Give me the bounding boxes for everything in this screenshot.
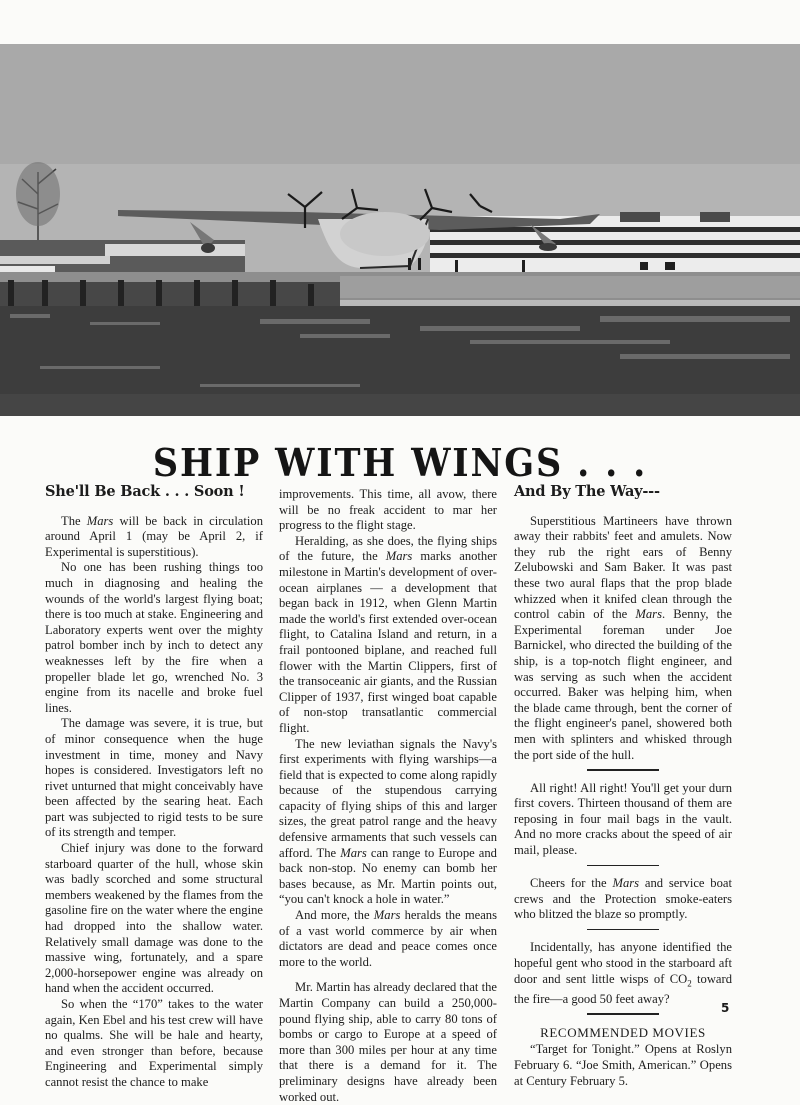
recommended-movies-heading: RECOMMENDED MOVIES	[540, 1024, 706, 1040]
page-number: 5	[721, 1001, 730, 1015]
column-1	[45, 484, 263, 1091]
movies-paragraph: “Target for Tonight.” Opens at Roslyn February 6. “Joe Smith, American.” Opens at Century February 5.	[514, 1042, 732, 1088]
paragraph: Heralding, as she does, the flying ships of the future, the Mars marks another milestone in Martin's development of over-ocean airplanes — a development that began back in 1912, when Glenn Martin made the world's first extended over-ocean flight, to Catalina Island and return, in a frail pontooned biplane, and reached full flower with the Martin Clippers, first of the transoceanic air giants, and the Russian Clipper of 1937, first winged boat capable of non-stop transatlantic commercial flight.	[279, 533, 497, 735]
paragraph: The Mars will be back in circulation around April 1 (may be April 2, if Experimental is superstitious).	[45, 513, 263, 559]
paragraph: All right! All right! You'll get your durn first covers. Thirteen thousand of them are reposing in four mail bags in the vault. And no more cracks about the speed of air mail, please.	[514, 780, 732, 857]
paragraph: The new leviathan signals the Navy's first experiments with flying warships—a field that is expected to come along rapidly because of the stupendous carrying capacity of flying ships of this and larger sizes, the great patrol range and the heavy defensive armaments that such vessels can afford. The Mars can range to Europe and back non-stop. No enemy can bomb her bases because, as Mr. Martin points out, “you can't knock a hole in water.”	[279, 736, 497, 907]
paragraph: Superstitious Martineers have thrown away their rabbits' feet and amulets. Now they rub the right ears of Benny Zelubowski and Sam Baker. It was past these two aural flaps that the prop blade whizzed when it knifed clean through the control cabin of the Mars. Benny, the Experimental foreman under Joe Barnickel, who directed the building of the ship, is a top-notch flight engineer, and was serving as such when the accident occurred. Baker was helping him, when the blade came through, bent the corner of the flight engineer's panel, showered both men with splinters and whisked through the port side of the hull.	[514, 513, 732, 762]
divider	[587, 865, 659, 867]
paragraph: No one has been rushing things too much in diagnosing and healing the wounds of the world's largest flying boat; there is too much at stake. Engineering and Laboratory experts went over the mighty patrol bomber inch by inch to detect any weaknesses left by the fire when a propeller blade let go, wrenched No. 3 engine from its nacelle and broke fuel lines.	[45, 560, 263, 715]
divider	[587, 769, 659, 771]
paragraph: So when the “170” takes to the water again, Ken Ebel and his test crew will have no qualms. She will be hale and hearty, and even stronger than before, because Engineering and Experimental simply cannot resist the chance to make	[45, 997, 263, 1089]
column-3	[514, 484, 732, 1089]
paragraph: Mr. Martin has already declared that the Martin Company can build a 250,000-pound flying ship, able to carry 80 tons of bombs or cargo to Europe at a speed of more than 300 miles per hour at any time that there is a demand for it. The preliminary designs have already been worked out.	[279, 980, 497, 1104]
paragraph: The damage was severe, it is true, but of minor consequence when the huge investment in time, money and Navy hopes is considered. Investigators left no rivet unturned that might conceivably have been affected by the searing heat. Each part was subjected to rigid tests to be sure of its strength and temper.	[45, 716, 263, 840]
divider	[587, 1013, 659, 1015]
subhead-back-soon: She'll Be Back . . . Soon !	[45, 483, 245, 500]
column-2	[279, 487, 497, 1105]
divider	[587, 929, 659, 931]
paragraph: Cheers for the Mars and service boat crews and the Protection smoke-eaters who blitzed the blaze so promptly.	[514, 876, 732, 922]
paragraph: improvements. This time, all avow, there will be no freak accident to mar her progress to the flight stage.	[279, 487, 497, 533]
article-headline: SHIP WITH WINGS . . .	[152, 440, 648, 485]
flying-boat-photo	[0, 44, 800, 418]
photo-illustration	[0, 44, 800, 418]
paragraph: Incidentally, has anyone identified the hopeful gent who stood in the starboard aft door and sent little wisps of $CO_2$ toward the fire—a good 50 feet away?	[514, 940, 732, 1006]
subhead-by-the-way: And By The Way---	[514, 483, 660, 500]
paragraph: Chief injury was done to the forward starboard quarter of the hull, whose skin was badly scorched and some structural members weakened by the flames from the gasoline fire on the water where the engine had dropped into the shallow water. Relatively small damage was done to the massive wing, fortunately, and a spare 2,000-horsepower engine was already on hand when the accident occurred.	[45, 841, 263, 996]
paragraph: And more, the Mars heralds the means of a vast world commerce by air when dictators are dead and peace comes once more to the world.	[279, 908, 498, 969]
